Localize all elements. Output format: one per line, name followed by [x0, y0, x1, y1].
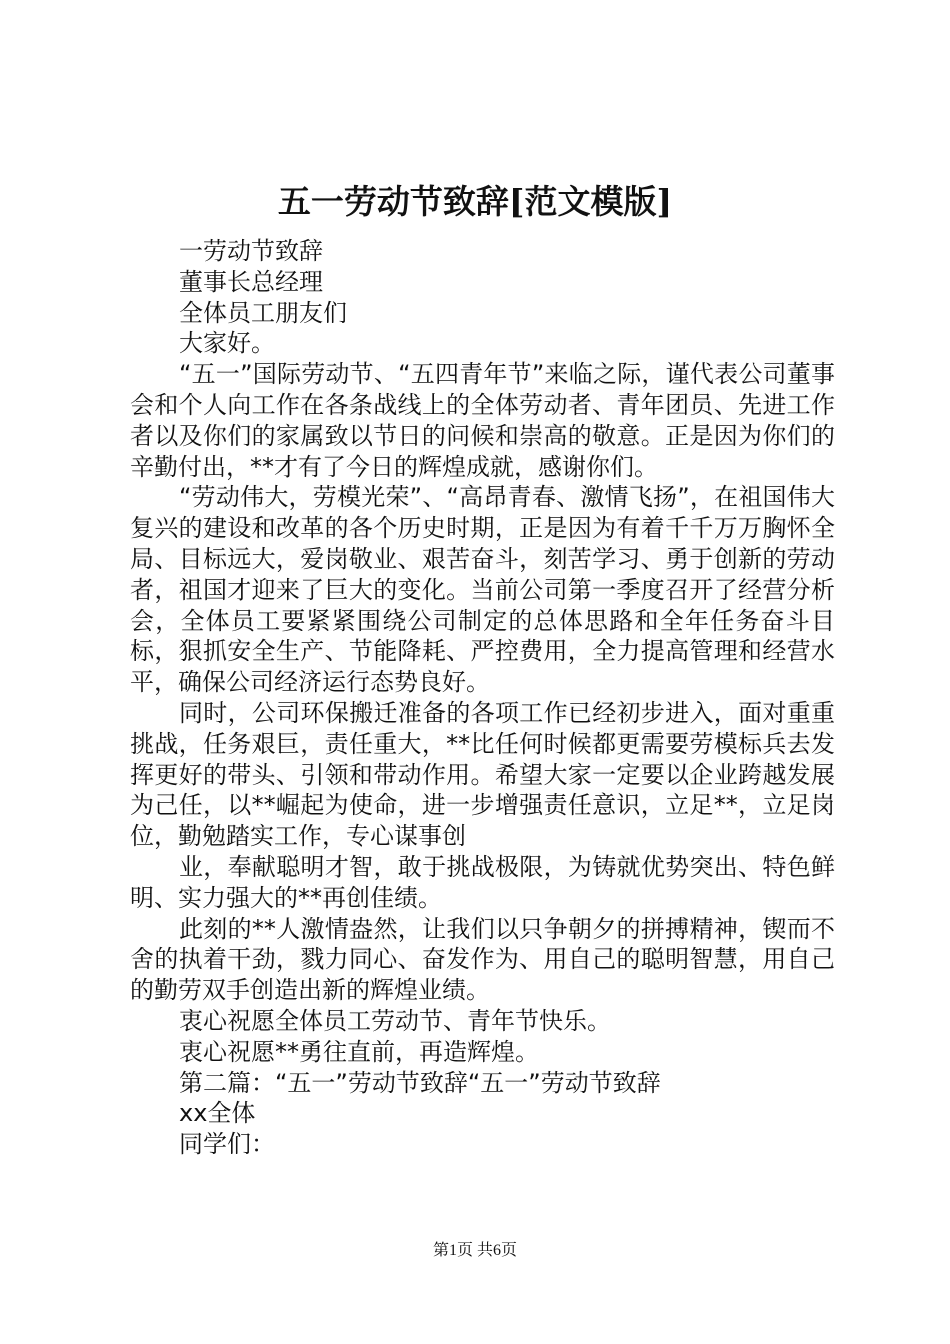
document-title: 五一劳动节致辞[范文模版]: [277, 182, 673, 221]
body-paragraph: 衷心祝愿**勇往直前，再造辉煌。: [179, 1037, 539, 1066]
body-paragraph: 此刻的**人激情盎然，让我们以只争朝夕的拼搏精神，锲而不舍的执着干劲，戮力同心、奋发作为、用自己的聪明智慧，用自己的勤劳双手创造出新的辉煌业绩。: [130, 914, 835, 1005]
body-paragraph: 董事长总经理: [179, 267, 323, 296]
body-paragraph: 业，奉献聪明才智，敢于挑战极限，为铸就优势突出、特色鲜明、实力强大的**再创佳绩。: [130, 852, 835, 912]
body-paragraph: 一劳动节致辞: [179, 237, 323, 265]
body-paragraph: xx全体: [179, 1099, 256, 1128]
body-paragraph: 同时，公司环保搬迁准备的各项工作已经初步进入，面对重重挑战，任务艰巨，责任重大，**比任何时候都更需要劳模标兵去发挥更好的带头、引领和带动作用。希望大家一定要以企业跨越发展为己任，以**崛起为使命，进一步增强责任意识，立足**，立足岗位，勤勉踏实工作，专心谋事创: [130, 698, 835, 851]
body-paragraph: 第二篇：“五一”劳动节致辞“五一”劳动节致辞: [179, 1068, 661, 1097]
document-body: [130, 236, 835, 1160]
body-paragraph: 衷心祝愿全体员工劳动节、青年节快乐。: [179, 1006, 611, 1035]
page-number-footer: 第1页 共6页: [432, 1242, 517, 1259]
body-paragraph: 大家好。: [179, 329, 275, 358]
body-paragraph: 全体员工朋友们: [179, 298, 347, 327]
body-paragraph: 同学们：: [179, 1130, 275, 1159]
body-paragraph: “五一”国际劳动节、“五四青年节”来临之际，谨代表公司董事会和个人向工作在各条战线上的全体劳动者、青年团员、先进工作者以及你们的家属致以节日的问候和崇高的敬意。正是因为你们的辛勤付出，**才有了今日的辉煌成就，感谢你们。: [130, 360, 835, 481]
body-paragraph: “劳动伟大，劳模光荣”、“高昂青春、激情飞扬”，在祖国伟大复兴的建设和改革的各个历史时期，正是因为有着千千万万胸怀全局、目标远大，爱岗敬业、艰苦奋斗，刻苦学习、勇于创新的劳动者，祖国才迎来了巨大的变化。当前公司第一季度召开了经营分析会，全体员工要紧紧围绕公司制定的总体思路和全年任务奋斗目标，狠抓安全生产、节能降耗、严控费用，全力提高管理和经营水平，确保公司经济运行态势良好。: [130, 483, 835, 697]
